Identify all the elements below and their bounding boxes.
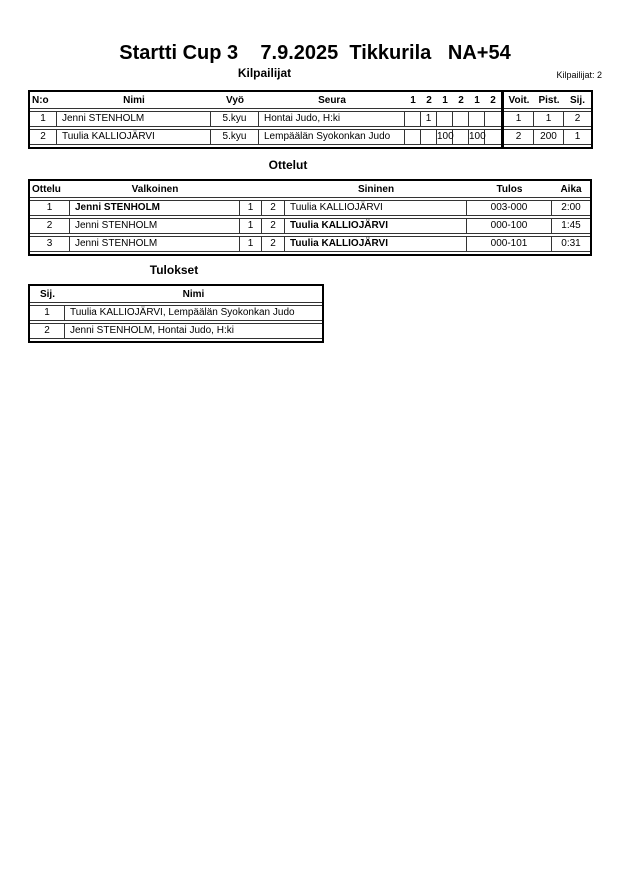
header-score-3: 1 — [437, 94, 453, 109]
header-wins: Voit. — [504, 94, 534, 109]
cell-place: 2 — [30, 323, 65, 339]
cell-points: 1 — [534, 111, 564, 127]
competitors-table — [28, 90, 503, 149]
header-col2 — [262, 183, 285, 198]
competitors-points-table — [502, 90, 593, 149]
cell-match-no: 3 — [30, 236, 70, 252]
cell-white-name: Jenni STENHOLM — [70, 236, 240, 252]
header-score: Tulos — [467, 183, 552, 198]
matches-section — [28, 179, 592, 256]
header-score-6: 2 — [485, 94, 501, 109]
cell-flag-1: 1 — [240, 200, 262, 216]
match-row — [30, 218, 590, 234]
cell-score: 003-000 — [467, 200, 552, 216]
cell-score-4 — [453, 111, 469, 127]
cell-club: Lempäälän Syokonkan Judo — [259, 129, 405, 145]
matches-header-row — [30, 183, 590, 198]
document-title: Startti Cup 3 7.9.2025 Tikkurila NA+54 — [119, 42, 511, 64]
cell-score-5: 100 — [469, 129, 485, 145]
cell-flag-2: 2 — [262, 218, 285, 234]
header-match: Ottelu — [30, 183, 70, 198]
cell-blue-name: Tuulia KALLIOJÄRVI — [285, 218, 467, 234]
cell-white-name: Jenni STENHOLM — [70, 200, 240, 216]
cell-white-name: Jenni STENHOLM — [70, 218, 240, 234]
header-score-5: 1 — [469, 94, 485, 109]
header-place: Sij. — [564, 94, 591, 109]
header-score-2: 2 — [421, 94, 437, 109]
results-header-row — [30, 288, 322, 303]
cell-club: Hontai Judo, H:ki — [259, 111, 405, 127]
cell-score: 000-101 — [467, 236, 552, 252]
header-place: Sij. — [30, 288, 65, 303]
competitors-header-row — [30, 94, 501, 109]
cell-match-no: 1 — [30, 200, 70, 216]
cell-flag-2: 2 — [262, 236, 285, 252]
competitor-row — [30, 111, 501, 127]
cell-blue-name: Tuulia KALLIOJÄRVI — [285, 200, 467, 216]
competitors-section — [28, 90, 593, 149]
cell-name: Jenni STENHOLM, Hontai Judo, H:ki — [65, 323, 322, 339]
cell-name: Jenni STENHOLM — [57, 111, 211, 127]
cell-score-6 — [485, 129, 501, 145]
cell-place: 1 — [564, 129, 591, 145]
cell-place: 2 — [564, 111, 591, 127]
cell-score-6 — [485, 111, 501, 127]
header-points: Pist. — [534, 94, 564, 109]
cell-no: 2 — [30, 129, 57, 145]
cell-time: 2:00 — [552, 200, 590, 216]
cell-score-1 — [405, 129, 421, 145]
header-col1 — [240, 183, 262, 198]
points-row — [504, 111, 591, 127]
competitors-heading: Kilpailijat — [237, 66, 292, 80]
header-score-1: 1 — [405, 94, 421, 109]
result-row — [30, 305, 322, 321]
matches-heading: Ottelut — [268, 158, 308, 172]
cell-place: 1 — [30, 305, 65, 321]
competitors-count: Kilpailijat: 2 — [556, 70, 602, 80]
cell-time: 1:45 — [552, 218, 590, 234]
results-table — [28, 284, 324, 343]
header-name: Nimi — [65, 288, 322, 303]
cell-score-3: 100 — [437, 129, 453, 145]
header-name: Nimi — [57, 94, 211, 109]
cell-no: 1 — [30, 111, 57, 127]
cell-score-1 — [405, 111, 421, 127]
cell-score-5 — [469, 111, 485, 127]
header-blue: Sininen — [285, 183, 467, 198]
cell-score-4 — [453, 129, 469, 145]
cell-match-no: 2 — [30, 218, 70, 234]
cell-flag-1: 1 — [240, 218, 262, 234]
cell-flag-1: 1 — [240, 236, 262, 252]
cell-blue-name: Tuulia KALLIOJÄRVI — [285, 236, 467, 252]
cell-name: Tuulia KALLIOJÄRVI, Lempäälän Syokonkan Judo — [65, 305, 322, 321]
match-row — [30, 200, 590, 216]
match-row — [30, 236, 590, 252]
cell-score-2: 1 — [421, 111, 437, 127]
cell-flag-2: 2 — [262, 200, 285, 216]
cell-belt: 5.kyu — [211, 111, 259, 127]
header-white: Valkoinen — [70, 183, 240, 198]
cell-score: 000-100 — [467, 218, 552, 234]
points-row — [504, 129, 591, 145]
results-section — [28, 284, 324, 343]
cell-name: Tuulia KALLIOJÄRVI — [57, 129, 211, 145]
competitor-row — [30, 129, 501, 145]
cell-score-2 — [421, 129, 437, 145]
matches-table — [28, 179, 592, 256]
header-club: Seura — [259, 94, 405, 109]
header-belt: Vyö — [211, 94, 259, 109]
cell-belt: 5.kyu — [211, 129, 259, 145]
header-no: N:o — [30, 94, 57, 109]
cell-points: 200 — [534, 129, 564, 145]
result-row — [30, 323, 322, 339]
points-header-row — [504, 94, 591, 109]
results-heading: Tulokset — [149, 263, 199, 277]
cell-wins: 1 — [504, 111, 534, 127]
cell-time: 0:31 — [552, 236, 590, 252]
cell-wins: 2 — [504, 129, 534, 145]
cell-score-3 — [437, 111, 453, 127]
header-score-4: 2 — [453, 94, 469, 109]
header-time: Aika — [552, 183, 590, 198]
